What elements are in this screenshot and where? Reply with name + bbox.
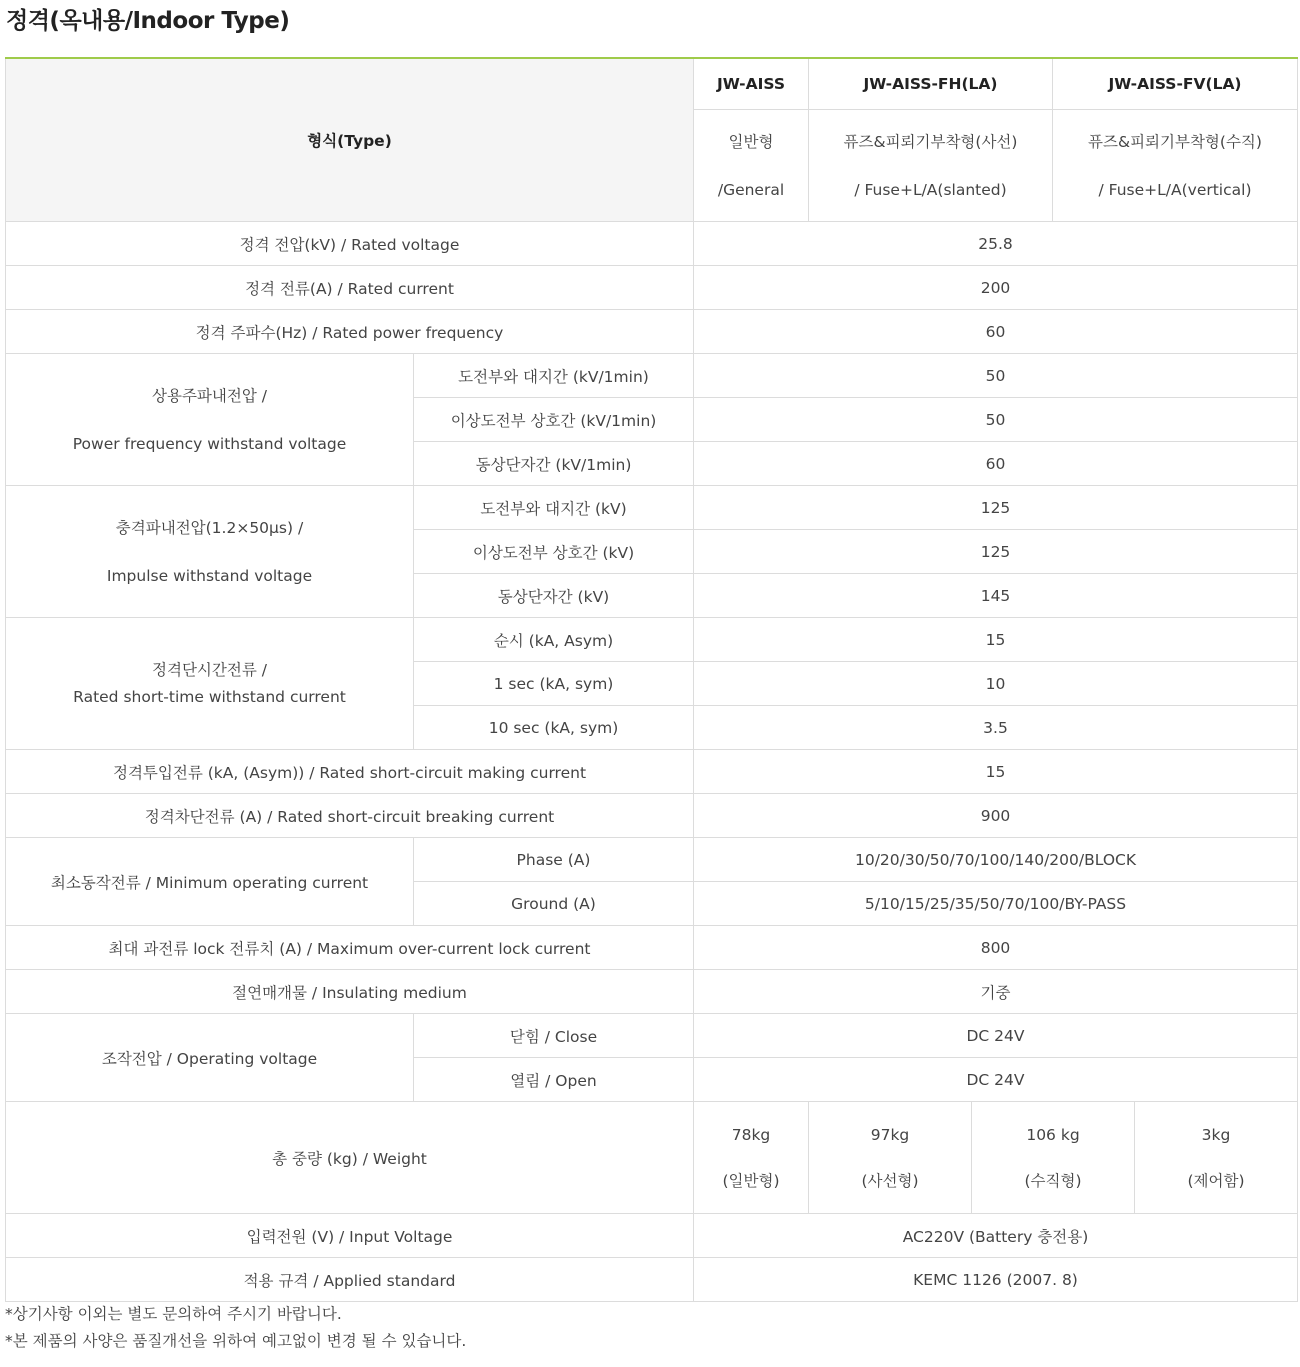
sub-label: 1 sec (kA, sym) xyxy=(414,662,694,706)
type-label: 형식(Type) xyxy=(6,58,694,222)
row-value: 50 xyxy=(694,354,1298,398)
table-row xyxy=(6,222,1298,266)
row-value: 50 xyxy=(694,398,1298,442)
group-label: 상용주파내전압 / Power frequency withstand voltage xyxy=(6,354,414,486)
table-row xyxy=(6,926,1298,970)
footnote: *본 제품의 사양은 품질개선을 위하여 예고없이 변경 될 수 있습니다. xyxy=(5,1332,467,1350)
table-row xyxy=(6,618,1298,662)
row-value: 5/10/15/25/35/50/70/100/BY-PASS xyxy=(694,882,1298,926)
sub-label: 순시 (kA, Asym) xyxy=(414,618,694,662)
row-label: 총 중량 (kg) / Weight xyxy=(6,1102,694,1214)
table-row xyxy=(6,266,1298,310)
sub-label: 동상단자간 (kV) xyxy=(414,574,694,618)
table-row xyxy=(6,354,1298,398)
model-name-3: JW-AISS-FV(LA) xyxy=(1053,58,1298,110)
sub-label: 이상도전부 상호간 (kV/1min) xyxy=(414,398,694,442)
model-name-1: JW-AISS xyxy=(694,58,809,110)
footnote: *상기사항 이외는 별도 문의하여 주시기 바랍니다. xyxy=(5,1305,342,1323)
table-row xyxy=(6,486,1298,530)
table-row xyxy=(6,970,1298,1014)
row-value: 15 xyxy=(694,618,1298,662)
row-value: 125 xyxy=(694,530,1298,574)
row-value: 200 xyxy=(694,266,1298,310)
row-label: 절연매개물 / Insulating medium xyxy=(6,970,694,1014)
weight-cell: 3kg (제어함) xyxy=(1135,1102,1298,1214)
row-label: 정격차단전류 (A) / Rated short-circuit breaking current xyxy=(6,794,694,838)
table-row xyxy=(6,1014,1298,1058)
row-label: 최대 과전류 lock 전류치 (A) / Maximum over-current lock current xyxy=(6,926,694,970)
spec-table xyxy=(5,57,1298,1302)
sub-label: 동상단자간 (kV/1min) xyxy=(414,442,694,486)
row-label: 정격 전류(A) / Rated current xyxy=(6,266,694,310)
weight-cell: 106 kg (수직형) xyxy=(972,1102,1135,1214)
table-row xyxy=(6,1258,1298,1302)
table-row xyxy=(6,794,1298,838)
page-title: 정격(옥내용/Indoor Type) xyxy=(6,8,290,34)
sub-label: 도전부와 대지간 (kV/1min) xyxy=(414,354,694,398)
row-value: 800 xyxy=(694,926,1298,970)
row-value: 145 xyxy=(694,574,1298,618)
weight-cell: 97kg (사선형) xyxy=(809,1102,972,1214)
row-value: AC220V (Battery 충전용) xyxy=(694,1214,1298,1258)
row-label: 정격 전압(kV) / Rated voltage xyxy=(6,222,694,266)
row-label: 입력전원 (V) / Input Voltage xyxy=(6,1214,694,1258)
weight-cell: 78kg (일반형) xyxy=(694,1102,809,1214)
group-label: 최소동작전류 / Minimum operating current xyxy=(6,838,414,926)
row-value: 15 xyxy=(694,750,1298,794)
sub-label: 열림 / Open xyxy=(414,1058,694,1102)
sub-label: 이상도전부 상호간 (kV) xyxy=(414,530,694,574)
table-row xyxy=(6,838,1298,882)
row-value: DC 24V xyxy=(694,1058,1298,1102)
table-row xyxy=(6,750,1298,794)
row-label: 적용 규격 / Applied standard xyxy=(6,1258,694,1302)
model-name-2: JW-AISS-FH(LA) xyxy=(809,58,1053,110)
row-value: 60 xyxy=(694,442,1298,486)
group-label: 충격파내전압(1.2×50μs) / Impulse withstand voltage xyxy=(6,486,414,618)
sub-label: 도전부와 대지간 (kV) xyxy=(414,486,694,530)
row-value: 3.5 xyxy=(694,706,1298,750)
model-desc-2: 퓨즈&피뢰기부착형(사선) / Fuse+L/A(slanted) xyxy=(809,110,1053,222)
row-value: 60 xyxy=(694,310,1298,354)
sub-label: 닫힘 / Close xyxy=(414,1014,694,1058)
model-desc-1: 일반형 /General xyxy=(694,110,809,222)
footnotes xyxy=(5,1301,466,1355)
header-row xyxy=(6,58,1298,110)
sub-label: Phase (A) xyxy=(414,838,694,882)
group-label: 조작전압 / Operating voltage xyxy=(6,1014,414,1102)
row-label: 정격 주파수(Hz) / Rated power frequency xyxy=(6,310,694,354)
weight-row xyxy=(6,1102,1298,1214)
row-value: 900 xyxy=(694,794,1298,838)
sub-label: Ground (A) xyxy=(414,882,694,926)
table-row xyxy=(6,1214,1298,1258)
row-value: 10/20/30/50/70/100/140/200/BLOCK xyxy=(694,838,1298,882)
row-value: 25.8 xyxy=(694,222,1298,266)
row-label: 정격투입전류 (kA, (Asym)) / Rated short-circuit making current xyxy=(6,750,694,794)
row-value: KEMC 1126 (2007. 8) xyxy=(694,1258,1298,1302)
row-value: 기중 xyxy=(694,970,1298,1014)
group-label: 정격단시간전류 / Rated short-time withstand current xyxy=(6,618,414,750)
sub-label: 10 sec (kA, sym) xyxy=(414,706,694,750)
row-value: 10 xyxy=(694,662,1298,706)
row-value: DC 24V xyxy=(694,1014,1298,1058)
model-desc-3: 퓨즈&피뢰기부착형(수직) / Fuse+L/A(vertical) xyxy=(1053,110,1298,222)
table-row xyxy=(6,310,1298,354)
row-value: 125 xyxy=(694,486,1298,530)
